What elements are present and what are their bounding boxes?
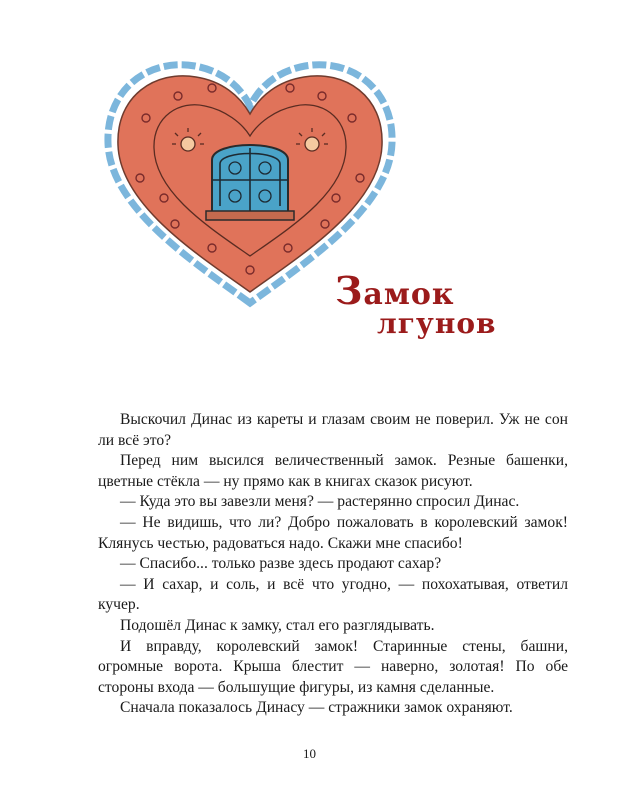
paragraph: — И сахар, и соль, и всё что угодно, — похохатывая, ответил кучер. — [98, 575, 568, 614]
paragraph: — Спасибо... только разве здесь продают сахар? — [120, 555, 442, 573]
paragraph: Перед ним высился величественный замок. Резные башенки, цветные стёкла — ну прямо как в книгах сказок рисуют. — [98, 452, 568, 490]
paragraph: — Куда это вы завезли меня? — растерянно спросил Динас. — [120, 493, 520, 511]
chapter-title — [335, 268, 497, 340]
chapter-title-line1 — [335, 268, 496, 313]
page-number: 10 — [303, 746, 316, 761]
arched-window — [206, 145, 294, 220]
paragraph: — Не видишь, что ли? Добро пожаловать в королевский замок! Клянусь честью, радоваться надо. Скажи мне спасибо! — [98, 513, 568, 552]
paragraph: Сначала показалось Динасу — стражники замок охраняют. — [120, 699, 513, 717]
chapter-title-line1-rest: амок — [363, 277, 455, 312]
story-text — [98, 410, 568, 719]
paragraph: Подошёл Динас к замку, стал его разглядывать. — [120, 616, 435, 634]
paragraph: И вправду, королевский замок! Старинные стены, башни, огромные ворота. Крыша блестит — наверно, золотая! По обе стороны входа — большущие фигуры, из камня сделанные. — [98, 637, 568, 696]
chapter-title-cap: З — [335, 268, 364, 313]
chapter-title-line2: лгунов — [377, 307, 497, 340]
paragraph: Выскочил Динас из кареты и глазам своим не поверил. Уж не сон ли всё это? — [98, 411, 568, 449]
